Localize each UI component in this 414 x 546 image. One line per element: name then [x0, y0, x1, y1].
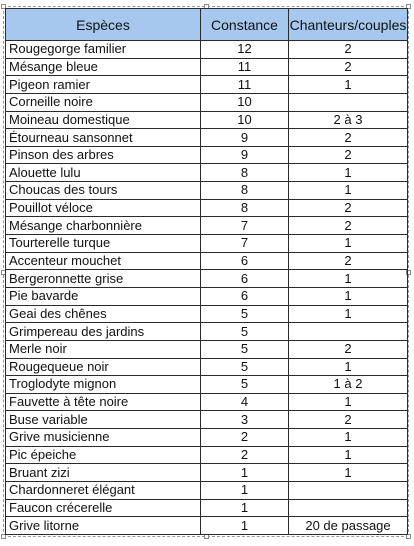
- cell-species[interactable]: Accenteur mouchet: [6, 252, 201, 270]
- cell-singers-couples[interactable]: 1: [289, 358, 408, 376]
- table-row: [6, 429, 408, 447]
- cell-singers-couples[interactable]: 2: [289, 58, 408, 76]
- cell-species[interactable]: Rougegorge familier: [6, 41, 201, 59]
- table-row: [6, 146, 408, 164]
- cell-species[interactable]: Pigeon ramier: [6, 76, 201, 94]
- cell-singers-couples[interactable]: 2: [289, 129, 408, 147]
- table-row: [6, 393, 408, 411]
- table-row: [6, 446, 408, 464]
- cell-singers-couples[interactable]: 2: [289, 146, 408, 164]
- species-table[interactable]: [5, 8, 408, 535]
- cell-singers-couples[interactable]: 1: [289, 305, 408, 323]
- table-row: [6, 129, 408, 147]
- table-row: [6, 499, 408, 517]
- table-row: [6, 199, 408, 217]
- table-row: [6, 305, 408, 323]
- table-row: [6, 182, 408, 200]
- cell-species[interactable]: Grimpereau des jardins: [6, 323, 201, 341]
- cell-constance[interactable]: 7: [201, 217, 289, 235]
- table-header-row: [6, 9, 408, 41]
- cell-species[interactable]: Mésange bleue: [6, 58, 201, 76]
- cell-species[interactable]: Pie bavarde: [6, 287, 201, 305]
- cell-singers-couples[interactable]: 1: [289, 164, 408, 182]
- cell-species[interactable]: Troglodyte mignon: [6, 376, 201, 394]
- cell-constance[interactable]: 9: [201, 129, 289, 147]
- cell-singers-couples[interactable]: [289, 93, 408, 111]
- cell-species[interactable]: Faucon crécerelle: [6, 499, 201, 517]
- cell-species[interactable]: Corneille noire: [6, 93, 201, 111]
- cell-constance[interactable]: 7: [201, 235, 289, 253]
- cell-constance[interactable]: 5: [201, 358, 289, 376]
- cell-constance[interactable]: 5: [201, 340, 289, 358]
- table-row: [6, 235, 408, 253]
- cell-species[interactable]: Pouillot véloce: [6, 199, 201, 217]
- cell-constance[interactable]: 8: [201, 182, 289, 200]
- table-row: [6, 270, 408, 288]
- cell-constance[interactable]: 1: [201, 464, 289, 482]
- cell-species[interactable]: Grive musicienne: [6, 429, 201, 447]
- cell-constance[interactable]: 8: [201, 199, 289, 217]
- cell-constance[interactable]: 5: [201, 376, 289, 394]
- table-row: [6, 340, 408, 358]
- cell-singers-couples[interactable]: [289, 323, 408, 341]
- cell-species[interactable]: Fauvette à tête noire: [6, 393, 201, 411]
- cell-constance[interactable]: 6: [201, 270, 289, 288]
- cell-singers-couples[interactable]: 1: [289, 393, 408, 411]
- header-constance[interactable]: Constance: [201, 9, 289, 41]
- cell-singers-couples[interactable]: 2: [289, 41, 408, 59]
- cell-species[interactable]: Bergeronnette grise: [6, 270, 201, 288]
- cell-constance[interactable]: 10: [201, 93, 289, 111]
- cell-constance[interactable]: 5: [201, 305, 289, 323]
- cell-singers-couples[interactable]: 2: [289, 340, 408, 358]
- cell-species[interactable]: Bruant zizi: [6, 464, 201, 482]
- cell-species[interactable]: Buse variable: [6, 411, 201, 429]
- cell-singers-couples[interactable]: 1: [289, 270, 408, 288]
- table-row: [6, 376, 408, 394]
- cell-species[interactable]: Pic épeiche: [6, 446, 201, 464]
- table-row: [6, 358, 408, 376]
- table-row: [6, 164, 408, 182]
- cell-singers-couples[interactable]: 2: [289, 411, 408, 429]
- cell-singers-couples[interactable]: [289, 482, 408, 500]
- cell-singers-couples[interactable]: 1 à 2: [289, 376, 408, 394]
- table-row: [6, 252, 408, 270]
- cell-constance[interactable]: 2: [201, 429, 289, 447]
- cell-species[interactable]: Mésange charbonnière: [6, 217, 201, 235]
- cell-singers-couples[interactable]: 1: [289, 429, 408, 447]
- table-row: [6, 287, 408, 305]
- cell-constance[interactable]: 9: [201, 146, 289, 164]
- header-species[interactable]: Espèces: [6, 9, 201, 41]
- cell-species[interactable]: Grive litorne: [6, 517, 201, 535]
- cell-constance[interactable]: 1: [201, 517, 289, 535]
- cell-species[interactable]: Tourterelle turque: [6, 235, 201, 253]
- cell-constance[interactable]: 6: [201, 252, 289, 270]
- cell-species[interactable]: Rougequeue noir: [6, 358, 201, 376]
- cell-constance[interactable]: 4: [201, 393, 289, 411]
- cell-constance[interactable]: 5: [201, 323, 289, 341]
- cell-species[interactable]: Choucas des tours: [6, 182, 201, 200]
- table-row: [6, 111, 408, 129]
- cell-constance[interactable]: 3: [201, 411, 289, 429]
- header-singers-couples[interactable]: Chanteurs/couples: [289, 9, 408, 41]
- cell-singers-couples[interactable]: 1: [289, 446, 408, 464]
- cell-species[interactable]: Alouette lulu: [6, 164, 201, 182]
- cell-singers-couples[interactable]: 1: [289, 287, 408, 305]
- cell-species[interactable]: Étourneau sansonnet: [6, 129, 201, 147]
- cell-constance[interactable]: 11: [201, 58, 289, 76]
- cell-singers-couples[interactable]: [289, 499, 408, 517]
- cell-constance[interactable]: 1: [201, 482, 289, 500]
- cell-species[interactable]: Pinson des arbres: [6, 146, 201, 164]
- cell-constance[interactable]: 8: [201, 164, 289, 182]
- cell-singers-couples[interactable]: 1: [289, 235, 408, 253]
- cell-constance[interactable]: 1: [201, 499, 289, 517]
- table-row: [6, 93, 408, 111]
- table-row: [6, 411, 408, 429]
- cell-singers-couples[interactable]: 1: [289, 464, 408, 482]
- cell-species[interactable]: Geai des chênes: [6, 305, 201, 323]
- cell-singers-couples[interactable]: 2: [289, 199, 408, 217]
- cell-singers-couples[interactable]: 20 de passage: [289, 517, 408, 535]
- table-row: [6, 323, 408, 341]
- cell-singers-couples[interactable]: 2 à 3: [289, 111, 408, 129]
- cell-constance[interactable]: 2: [201, 446, 289, 464]
- table-row: [6, 517, 408, 535]
- cell-singers-couples[interactable]: 1: [289, 182, 408, 200]
- table-row: [6, 58, 408, 76]
- table-row: [6, 41, 408, 59]
- table-row: [6, 217, 408, 235]
- cell-singers-couples[interactable]: 1: [289, 76, 408, 94]
- cell-constance[interactable]: 11: [201, 76, 289, 94]
- cell-constance[interactable]: 6: [201, 287, 289, 305]
- cell-constance[interactable]: 12: [201, 41, 289, 59]
- table-row: [6, 464, 408, 482]
- cell-singers-couples[interactable]: 2: [289, 217, 408, 235]
- table-row: [6, 482, 408, 500]
- table-row: [6, 76, 408, 94]
- cell-species[interactable]: Chardonneret élégant: [6, 482, 201, 500]
- cell-species[interactable]: Merle noir: [6, 340, 201, 358]
- cell-singers-couples[interactable]: 2: [289, 252, 408, 270]
- cell-species[interactable]: Moineau domestique: [6, 111, 201, 129]
- cell-constance[interactable]: 10: [201, 111, 289, 129]
